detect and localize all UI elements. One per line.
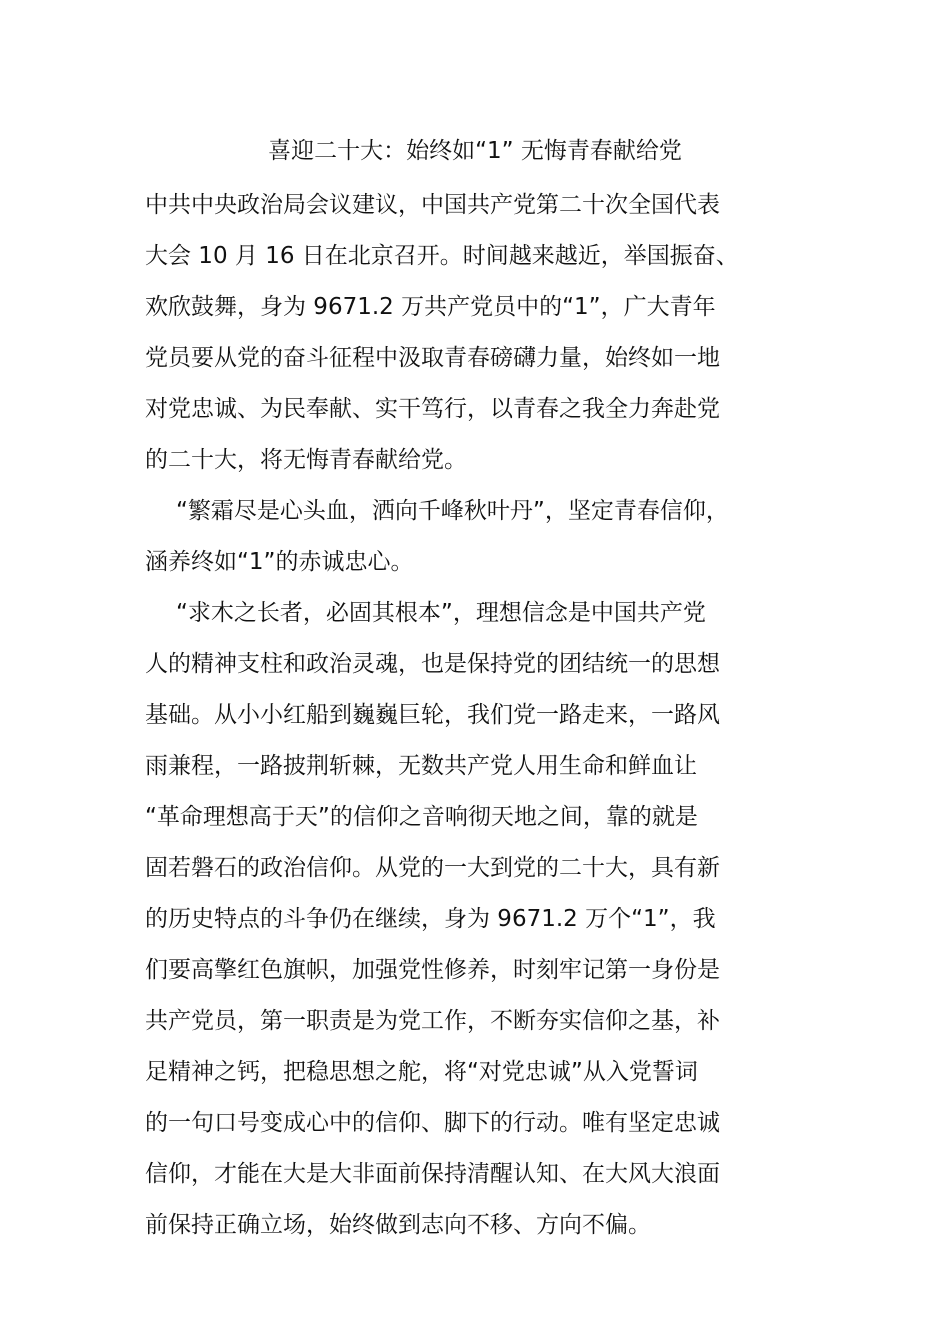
text-line: 人的精神支柱和政治灵魂，也是保持党的团结统一的思想: [145, 651, 720, 677]
text-line: 固若磐石的政治信仰。从党的一大到党的二十大，具有新: [145, 855, 720, 881]
text-line: 信仰，才能在大是大非面前保持清醒认知、在大风大浪面: [145, 1161, 720, 1187]
text-line: 大会 10 月 16 日在北京召开。时间越来越近，举国振奋、: [145, 243, 739, 269]
text-line: 的历史特点的斗争仍在继续，身为 9671.2 万个“1”，我: [145, 906, 716, 932]
text-line: 对党忠诚、为民奉献、实干笃行，以青春之我全力奔赴党: [145, 396, 720, 422]
text-line: 的二十大，将无悔青春献给党。: [145, 447, 467, 473]
text-line: 中共中央政治局会议建议，中国共产党第二十次全国代表: [145, 192, 720, 218]
text-line: 党员要从党的奋斗征程中汲取青春磅礴力量，始终如一地: [145, 345, 720, 371]
text-line: 欢欣鼓舞，身为 9671.2 万共产党员中的“1”，广大青年: [145, 294, 716, 320]
text-line: 足精神之钙，把稳思想之舵，将“对党忠诚”从入党誓词: [145, 1059, 698, 1085]
text-line: 共产党员，第一职责是为党工作，不断夯实信仰之基，补: [145, 1008, 720, 1034]
text-line: “革命理想高于天”的信仰之音响彻天地之间，靠的就是: [145, 804, 698, 830]
document-body: [145, 180, 817, 1251]
paragraph-first-line: “繁霜尽是心头血，洒向千峰秋叶丹”，坚定青春信仰，: [176, 498, 729, 524]
text-line: 雨兼程，一路披荆斩棘，无数共产党人用生命和鲜血让: [145, 753, 697, 779]
text-line: 前保持正确立场，始终做到志向不移、方向不偏。: [145, 1212, 651, 1238]
document-title: 喜迎二十大：始终如“1” 无悔青春献给党: [268, 138, 682, 164]
text-line: 基础。从小小红船到巍巍巨轮，我们党一路走来，一路风: [145, 702, 720, 728]
text-line: 涵养终如“1”的赤诚忠心。: [145, 549, 414, 575]
text-line: 的一句口号变成心中的信仰、脚下的行动。唯有坚定忠诚: [145, 1110, 720, 1136]
paragraph-first-line: “求木之长者，必固其根本”，理想信念是中国共产党: [176, 600, 706, 626]
text-line: 们要高擎红色旗帜，加强党性修养，时刻牢记第一身份是: [145, 957, 720, 983]
